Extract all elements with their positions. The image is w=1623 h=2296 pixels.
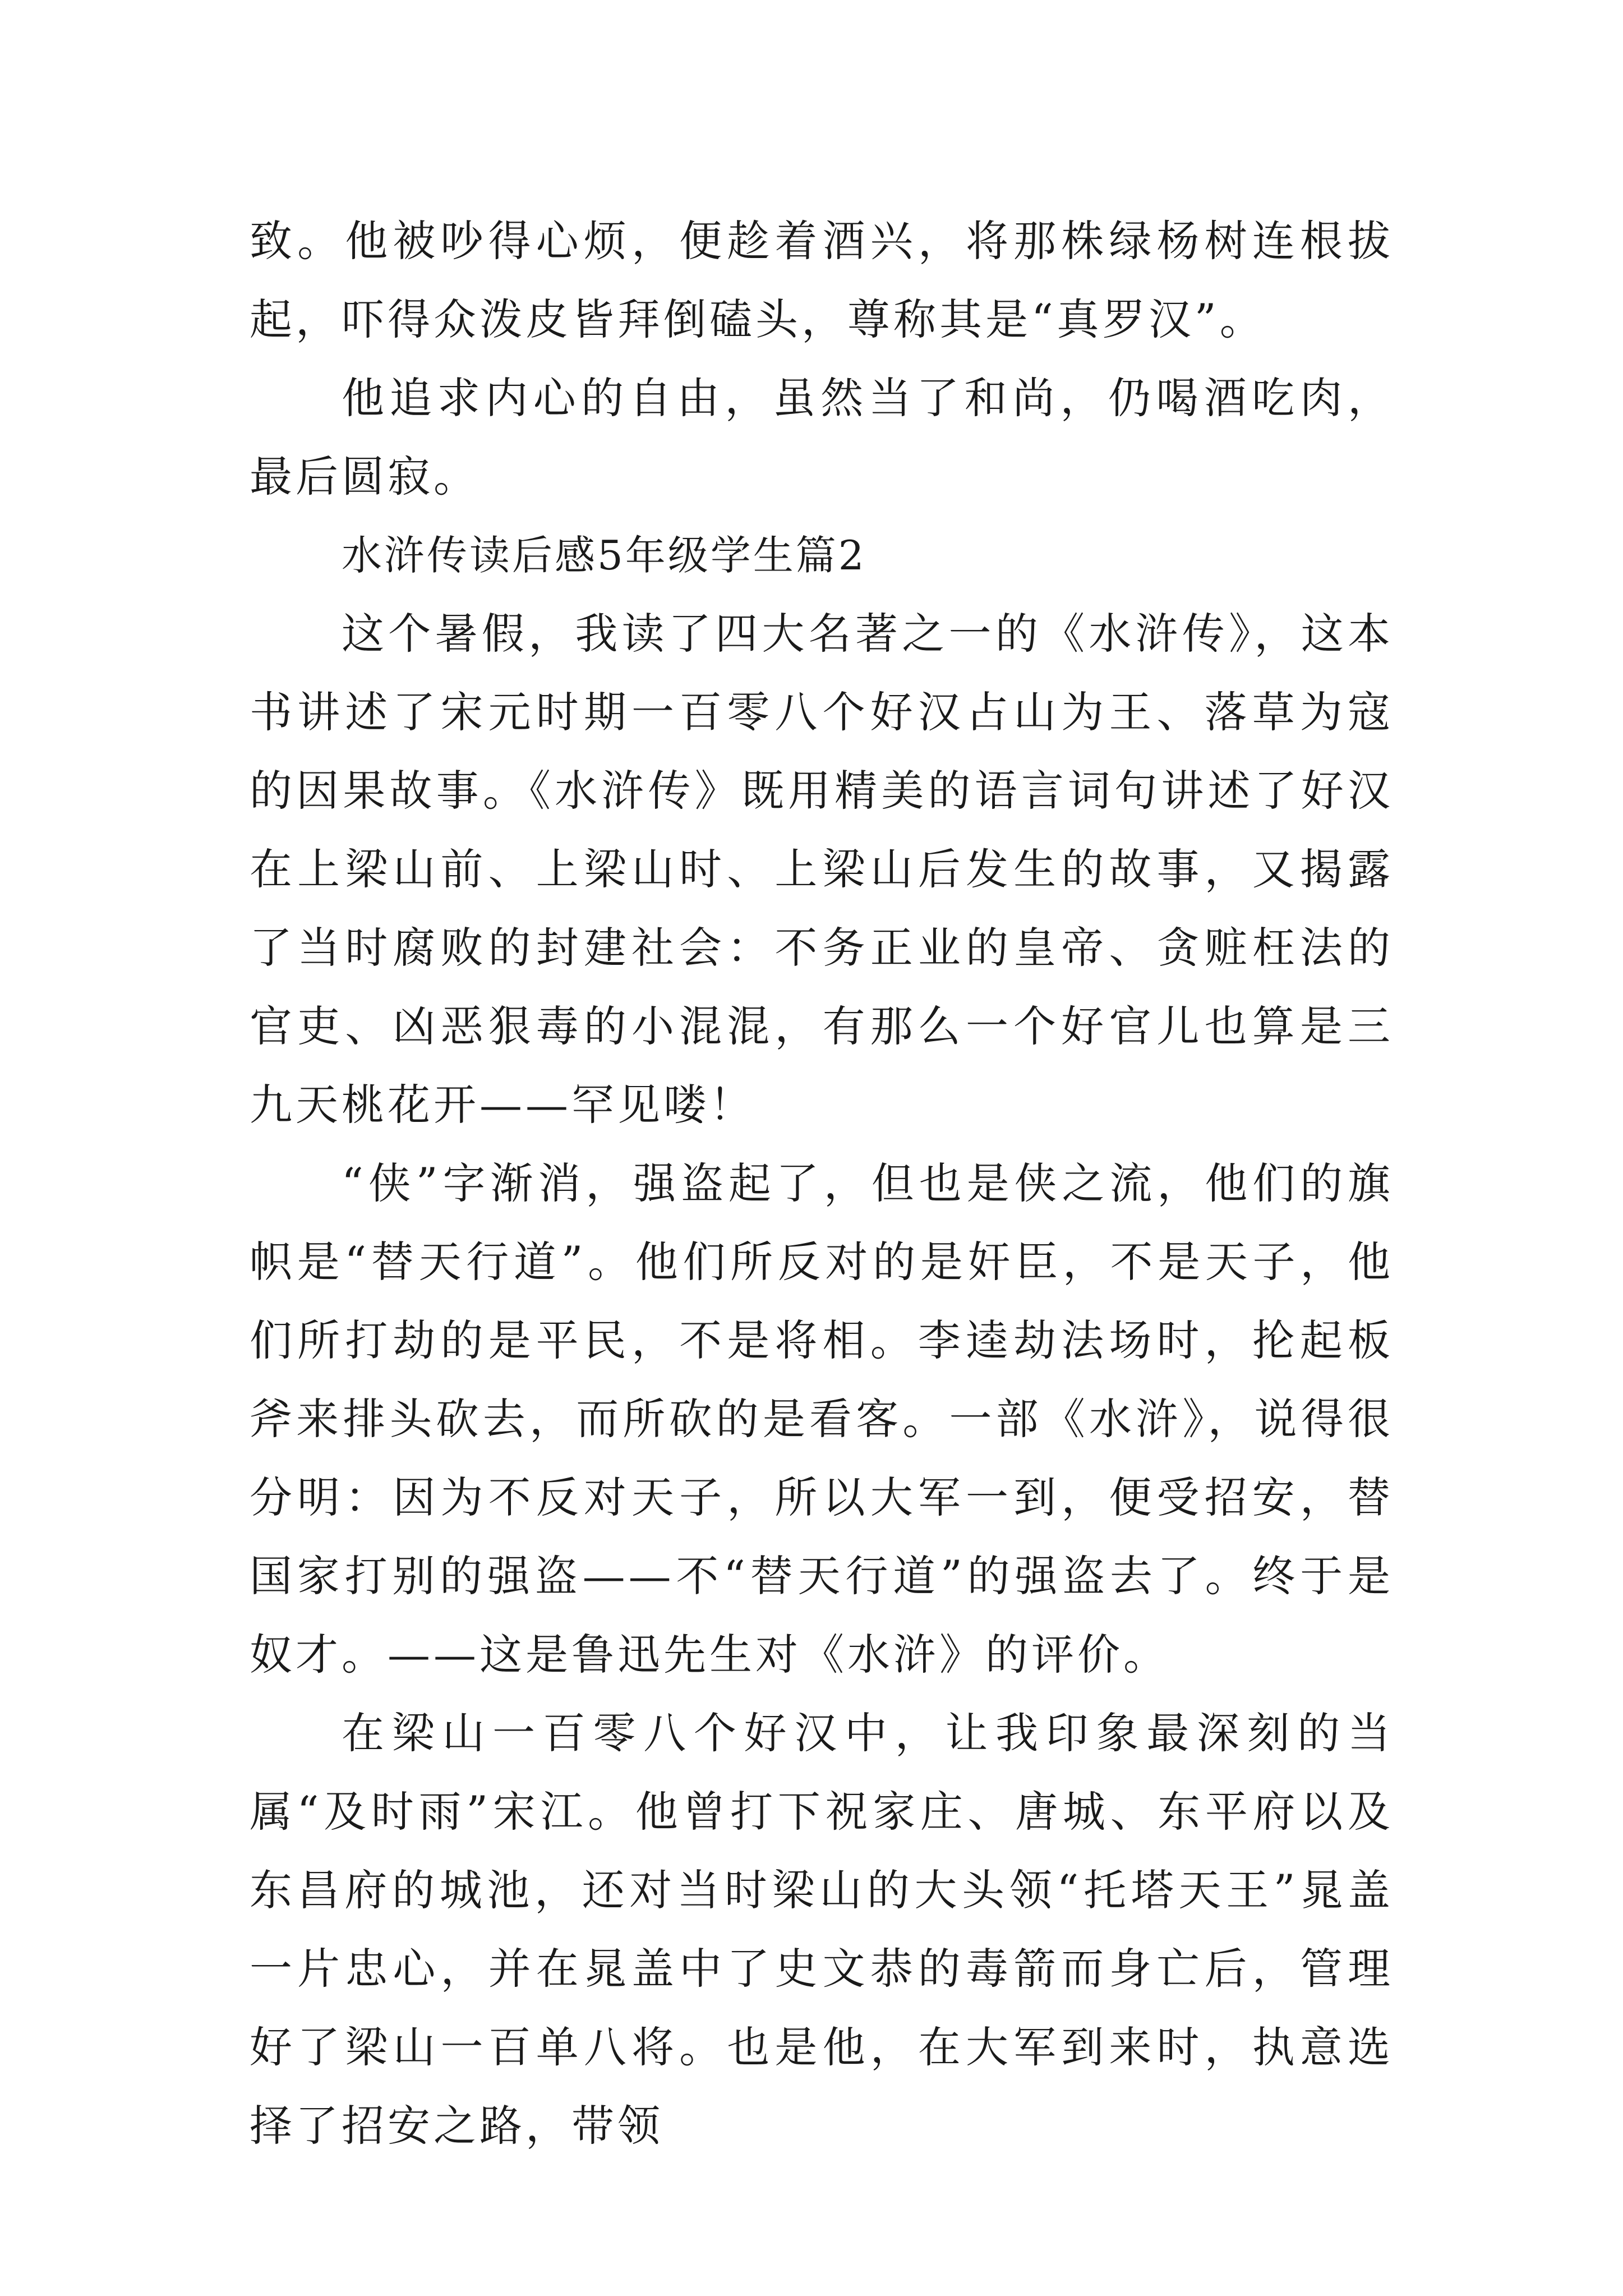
paragraph: 他追求内心的自由，虽然当了和尚，仍喝酒吃肉，最后圆寂。 — [250, 373, 1394, 501]
document-body — [250, 202, 1394, 2165]
paragraph: 致。他被吵得心烦，便趁着酒兴，将那株绿杨树连根拔起，吓得众泼皮皆拜倒磕头，尊称其是“真罗汉”。 — [250, 216, 1394, 344]
paragraph: 这个暑假，我读了四大名著之一的《水浒传》，这本书讲述了宋元时期一百零八个好汉占山为王、落草为寇的因果故事。《水浒传》既用精美的语言词句讲述了好汉在上梁山前、上梁山时、上梁山后发生的故事，又揭露了当时腐败的封建社会：不务正业的皇帝、贪赃枉法的官吏、凶恶狠毒的小混混，有那么一个好官儿也算是三九天桃花开——罕见喽！ — [250, 609, 1394, 1130]
paragraph: “侠”字渐消，强盗起了，但也是侠之流，他们的旗帜是“替天行道”。他们所反对的是奸臣，不是天子，他们所打劫的是平民，不是将相。李逵劫法场时，抡起板斧来排头砍去，而所砍的是看客。一部《水浒》，说得很分明：因为不反对天子，所以大军一到，便受招安，替国家打别的强盗——不“替天行道”的强盗去了。终于是奴才。——这是鲁迅先生对《水浒》的评价。 — [250, 1158, 1394, 1680]
section-heading: 水浒传读后感5年级学生篇2 — [342, 532, 866, 579]
paragraph: 在梁山一百零八个好汉中，让我印象最深刻的当属“及时雨”宋江。他曾打下祝家庄、唐城、东平府以及东昌府的城池，还对当时梁山的大头领“托塔天王”晁盖一片忠心，并在晁盖中了史文恭的毒箭而身亡后，管理好了梁山一百单八将。也是他，在大军到来时，执意选择了招安之路，带领 — [250, 1708, 1394, 2151]
